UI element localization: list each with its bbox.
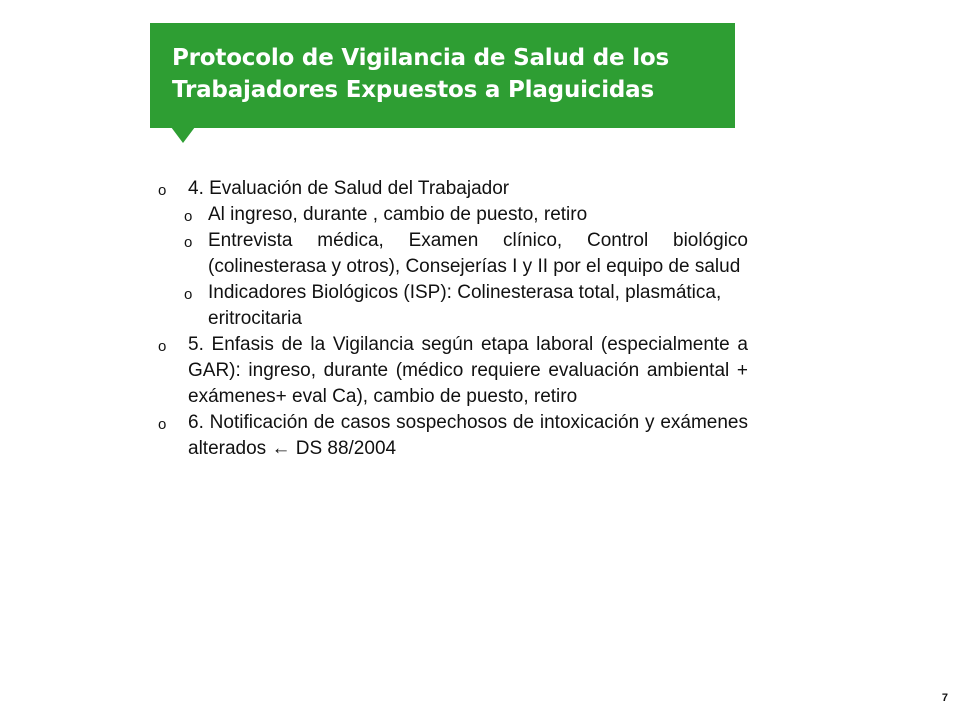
bullet-circle-icon: o [158,416,167,433]
title-line-1: Protocolo de Vigilancia de Salud de los [172,45,669,71]
bullet-circle-icon: o [158,338,167,355]
sub-item-entrevista [158,228,748,280]
list-item-notificacion [158,410,748,462]
sub-item-text: Indicadores Biológicos (ISP): Colinesterasa total, plasmática, eritrocitaria [208,282,722,329]
sub-item-indicadores [158,280,748,332]
content-body [158,176,748,462]
sub-item-momentos [158,202,748,228]
list-item-text: 6. Notificación de casos sospechosos de intoxicación y exámenes alterados ← DS 88/2004 [188,412,748,459]
title-line-2: Trabajadores Expuestos a Plaguicidas [172,77,654,103]
title-pointer-triangle [171,127,195,143]
bullet-circle-icon: o [184,286,193,303]
sub-bullet-list [184,202,748,332]
list-item-text: 5. Enfasis de la Vigilancia según etapa laboral (especialmente a GAR): ingreso, durante (médico requiere evaluación ambiental + exámenes+ eval Ca), cambio de puesto, retiro [188,334,748,407]
slide-title [172,42,715,106]
page-number: 7 [941,692,948,704]
list-item-enfasis-vigilancia [158,332,748,410]
bullet-circle-icon: o [184,234,193,251]
list-item-text: 4. Evaluación de Salud del Trabajador [188,178,510,199]
sub-item-text: Entrevista médica, Examen clínico, Control biológico (colinesterasa y otros), Consejerías I y II por el equipo de salud [208,230,748,277]
title-banner [150,23,735,128]
main-bullet-list [158,176,748,462]
bullet-circle-icon: o [184,208,193,225]
sub-item-text: Al ingreso, durante , cambio de puesto, retiro [208,204,588,225]
bullet-circle-icon: o [158,182,167,199]
list-item-evaluacion-salud [158,176,748,332]
